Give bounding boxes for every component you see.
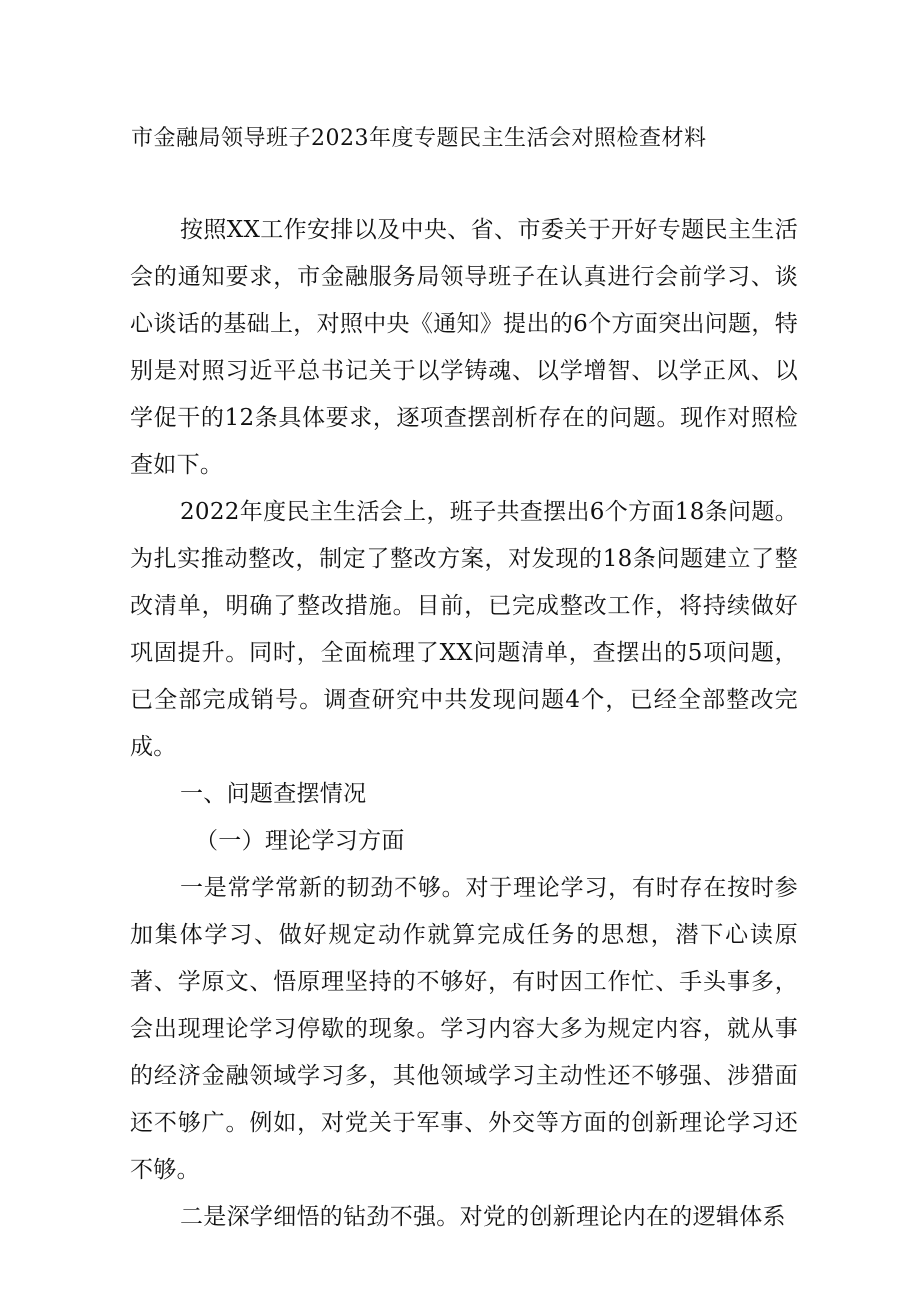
document-body: [130, 207, 798, 1241]
paragraph-intro: 按照XX工作安排以及中央、省、市委关于开好专题民主生活会的通知要求，市金融服务局领导班子在认真进行会前学习、谈心谈话的基础上，对照中央《通知》提出的6个方面突出问题，特别是对照习近平总书记关于以学铸魂、以学增智、以学正风、以学促干的12条具体要求，逐项查摆剖析存在的问题。现作对照检查如下。: [130, 217, 798, 478]
document-title: 市金融局领导班子2023年度专题民主生活会对照检查材料: [131, 126, 707, 151]
point-one: 一是常学常新的韧劲不够。对于理论学习，有时存在按时参加集体学习、做好规定动作就算完成任务的思想，潜下心读原著、学原文、悟原理坚持的不够好，有时因工作忙、手头事多，会出现理论学习停歇的现象。学习内容大多为规定内容，就从事的经济金融领域学习多，其他领域学习主动性还不够强、涉猎面还不够广。例如，对党关于军事、外交等方面的创新理论学习还不够。: [130, 875, 798, 1183]
paragraph-last-year-review: 2022年度民主生活会上，班子共查摆出6个方面18条问题。为扎实推动整改，制定了整改方案，对发现的18条问题建立了整改清单，明确了整改措施。目前，已完成整改工作，将持续做好巩固提升。同时，全面梳理了XX问题清单，查摆出的5项问题，已全部完成销号。调查研究中共发现问题4个，已经全部整改完成。: [130, 499, 798, 760]
point-two: 二是深学细悟的钻劲不强。对党的创新理论内在的逻辑体系: [180, 1204, 786, 1230]
subsection-heading: （一）理论学习方面: [195, 828, 405, 854]
section-heading: 一、问题查摆情况: [180, 781, 367, 807]
